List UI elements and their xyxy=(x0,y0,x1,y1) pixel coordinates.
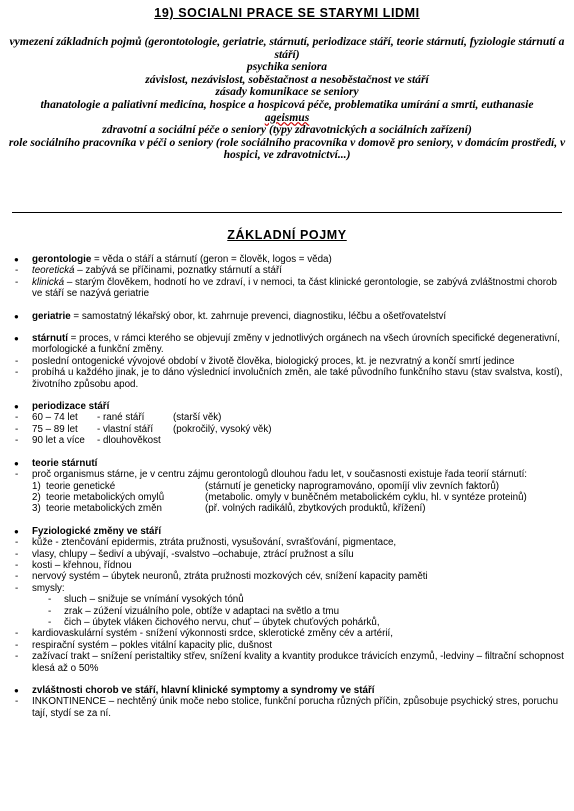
definition: = proces, v rámci kterého se objevují změny v jednotlivých orgánech na všech úrovních specifické degenerativní, morfologické a funkční změny. xyxy=(32,333,560,356)
item-text: poslední ontogenické vývojové období v životě člověka, biologický proces, kt. je nezvratný a končí smrtí jedince xyxy=(32,355,515,367)
dash-icon: - xyxy=(15,367,19,379)
overview-line: thanatologie a paliativní medicína, hospice a hospicová péče, problematika umírání a smrti, euthanasie xyxy=(40,97,534,111)
list-item xyxy=(0,356,574,367)
dash-icon: - xyxy=(15,651,19,663)
period-label: - vlastní stáří xyxy=(97,423,154,435)
dash-icon: - xyxy=(15,423,19,435)
period-label: - dlouhověkost xyxy=(97,435,161,447)
dash-icon: - xyxy=(48,616,52,628)
period-label: - rané stáří xyxy=(97,412,145,424)
bullet-icon: ● xyxy=(14,526,19,536)
age-range: 90 let a více xyxy=(32,435,85,447)
period-row xyxy=(0,435,574,446)
bullet-icon: ● xyxy=(14,255,19,264)
list-item xyxy=(0,311,574,322)
block-periodizace xyxy=(0,401,574,447)
dash-icon: - xyxy=(15,412,19,424)
dash-icon: - xyxy=(15,582,19,594)
period-note: (starší věk) xyxy=(173,412,222,424)
term: stárnutí xyxy=(32,333,68,345)
age-range: 60 – 74 let xyxy=(32,412,78,424)
theory-name: teorie genetické xyxy=(46,480,116,492)
item-text: zažívací trakt – snížení peristaltiky střev, snížení kvality a kvantity produkce trávicích enzymů, -ledviny – filtrační schopnost klesá až o 50% xyxy=(32,651,564,674)
document-body xyxy=(0,254,574,719)
theory-number: 2) xyxy=(32,491,41,503)
block-gerontologie xyxy=(0,254,574,300)
item-text: sluch – snižuje se vnímání vysokých tónů xyxy=(64,594,244,606)
sub-list-item xyxy=(0,617,574,628)
dash-icon: - xyxy=(15,559,19,571)
term: teoretická xyxy=(32,265,75,277)
theory-row xyxy=(0,481,574,492)
item-text: kosti – křehnou, řídnou xyxy=(32,559,132,571)
list-item xyxy=(0,651,574,674)
bullet-icon: ● xyxy=(14,686,19,695)
theory-number: 1) xyxy=(32,480,41,492)
period-note: (pokročilý, vysoký věk) xyxy=(173,423,272,435)
list-item xyxy=(0,571,574,582)
item-text: smysly: xyxy=(32,582,65,594)
theory-row xyxy=(0,492,574,503)
term: teorie stárnutí xyxy=(32,457,98,469)
theory-number: 3) xyxy=(32,503,41,515)
age-range: 75 – 89 let xyxy=(32,423,78,435)
list-item xyxy=(0,458,574,469)
list-item xyxy=(0,333,574,356)
block-geriatrie xyxy=(0,311,574,322)
list-item xyxy=(0,401,574,412)
item-text: zrak – zúžení vizuálního pole, obtíže v adaptaci na světlo a tmu xyxy=(64,605,340,617)
theory-desc: (metabolic. omyly v buněčném metabolickém cyklu, hl. v syntéze proteinů) xyxy=(205,491,527,503)
theory-desc: (př. volných radikálů, zbytkových produktů, křížení) xyxy=(205,503,426,515)
block-teorie xyxy=(0,458,574,515)
list-item xyxy=(0,367,574,390)
overview-line: závislost, nezávislost, soběstačnost a nesoběstačnost ve stáří xyxy=(145,72,429,86)
dash-icon: - xyxy=(15,265,19,277)
dash-icon: - xyxy=(15,435,19,447)
overview-line: psychika seniora xyxy=(246,60,328,74)
list-item xyxy=(0,265,574,276)
list-item xyxy=(0,583,574,594)
dash-icon: - xyxy=(48,594,52,606)
dash-icon: - xyxy=(15,628,19,640)
overview-line: zásady komunikace se seniory xyxy=(215,85,359,99)
term: periodizace stáří xyxy=(32,401,110,413)
list-item xyxy=(0,277,574,300)
period-row xyxy=(0,412,574,423)
definition: – starým člověkem, hodnotí ho ve zdraví, i v nemoci, ta část klinické gerontologie, se zabývá zvláštnostmi chorob ve stáří se nazývá geriatrie xyxy=(32,276,557,300)
list-item xyxy=(0,254,574,265)
item-text: čich – úbytek vláken čichového nervu, chuť – úbytek chuťových pohárků, xyxy=(64,616,380,628)
dash-icon: - xyxy=(15,276,19,288)
bullet-icon: ● xyxy=(14,334,19,344)
theory-name: teorie metabolických změn xyxy=(46,503,162,515)
dash-icon: - xyxy=(15,639,19,651)
block-starnuti xyxy=(0,333,574,390)
item-text: kůže - ztenčování epidermis, ztráta pružnosti, vysušování, svrašťování, pigmentace, xyxy=(32,537,397,549)
overview-line: vymezení základních pojmů (gerontotologie, geriatrie, stárnutí, periodizace stáří, teorie stárnutí, fyziologie stárnutí a stáří) xyxy=(9,35,565,61)
term: Fyziologické změny ve stáří xyxy=(32,525,162,537)
item-text: proč organismus stárne, je v centru zájmu gerontologů dlouhou řadu let, v současnosti existuje řada teorií stárnutí: xyxy=(32,469,528,481)
dash-icon: - xyxy=(15,696,19,708)
overview-line: role sociálního pracovníka v péči o seniory (role sociálního pracovníka v domově pro seniory, v domácím prostředí, v hospici, ve zdravotnictví...) xyxy=(8,135,566,162)
dash-icon: - xyxy=(15,355,19,367)
bullet-icon: ● xyxy=(14,402,19,412)
overview-line: ageismus xyxy=(264,110,310,124)
theory-name: teorie metabolických omylů xyxy=(46,491,165,503)
list-item xyxy=(0,628,574,639)
overview-line: zdravotní a sociální péče o seniory (typy zdravotnických a sociálních zařízení) xyxy=(102,123,472,137)
period-row xyxy=(0,424,574,435)
list-item xyxy=(0,469,574,480)
dash-icon: - xyxy=(15,548,19,560)
item-text: probíhá u každého jinak, je to dáno výslednicí involučních změn, ale také původního funkčního stavu (stav svalstva, kostí), životního způsobu apod. xyxy=(32,367,563,390)
definition: = věda o stáří a stárnutí (geron = člověk, logos = věda) xyxy=(91,254,332,265)
list-item xyxy=(0,685,574,696)
bullet-icon: ● xyxy=(14,311,19,321)
section-heading: ZÁKLADNÍ POJMY xyxy=(227,228,347,242)
definition: – zabývá se příčinami, poznatky stárnutí a stáří xyxy=(74,265,282,277)
item-text: kardiovaskulární systém - snížení výkonnosti srdce, sklerotické změny cév a artérií, xyxy=(32,628,393,640)
bullet-icon: ● xyxy=(14,458,19,468)
sub-list-item xyxy=(0,606,574,617)
theory-desc: (stárnutí je geneticky naprogramováno, opomíjí vliv zevních faktorů) xyxy=(205,480,500,492)
item-text: nervový systém – úbytek neuronů, ztráta pružnosti mozkových cév, snížení kapacity paměti xyxy=(32,571,428,583)
item-text: respirační systém – pokles vitální kapacity plic, dušnost xyxy=(32,639,273,651)
term: klinická xyxy=(32,276,65,288)
horizontal-divider xyxy=(12,212,562,213)
term: gerontologie xyxy=(32,254,92,265)
dash-icon: - xyxy=(15,469,19,481)
item-text: vlasy, chlupy – šediví a ubývají, -svalstvo –ochabuje, ztrácí pružnost a sílu xyxy=(32,548,354,560)
list-item xyxy=(0,537,574,548)
list-item xyxy=(0,560,574,571)
term: zvláštnosti chorob ve stáří, hlavní klinické symptomy a syndromy ve stáří xyxy=(32,685,375,696)
term: geriatrie xyxy=(32,310,71,322)
list-item xyxy=(0,526,574,537)
dash-icon: - xyxy=(15,537,19,549)
dash-icon: - xyxy=(48,605,52,617)
block-zvlastnosti xyxy=(0,685,574,719)
sub-list-item xyxy=(0,594,574,605)
document-title: 19) SOCIALNI PRACE SE STARYMI LIDMI xyxy=(154,6,420,20)
dash-icon: - xyxy=(15,571,19,583)
theory-row xyxy=(0,503,574,514)
list-item xyxy=(0,640,574,651)
list-item xyxy=(0,696,574,719)
list-item xyxy=(0,549,574,560)
item-text: INKONTINENCE – nechtěný únik moče nebo stolice, funkční porucha různých příčin, způsobuje psychický stres, poruchu tají, stydí se za ní. xyxy=(32,696,559,719)
definition: = samostatný lékařský obor, kt. zahrnuje prevenci, diagnostiku, léčbu a ošetřovatelství xyxy=(70,310,447,322)
topic-overview xyxy=(6,36,568,162)
block-fyziologie xyxy=(0,526,574,674)
